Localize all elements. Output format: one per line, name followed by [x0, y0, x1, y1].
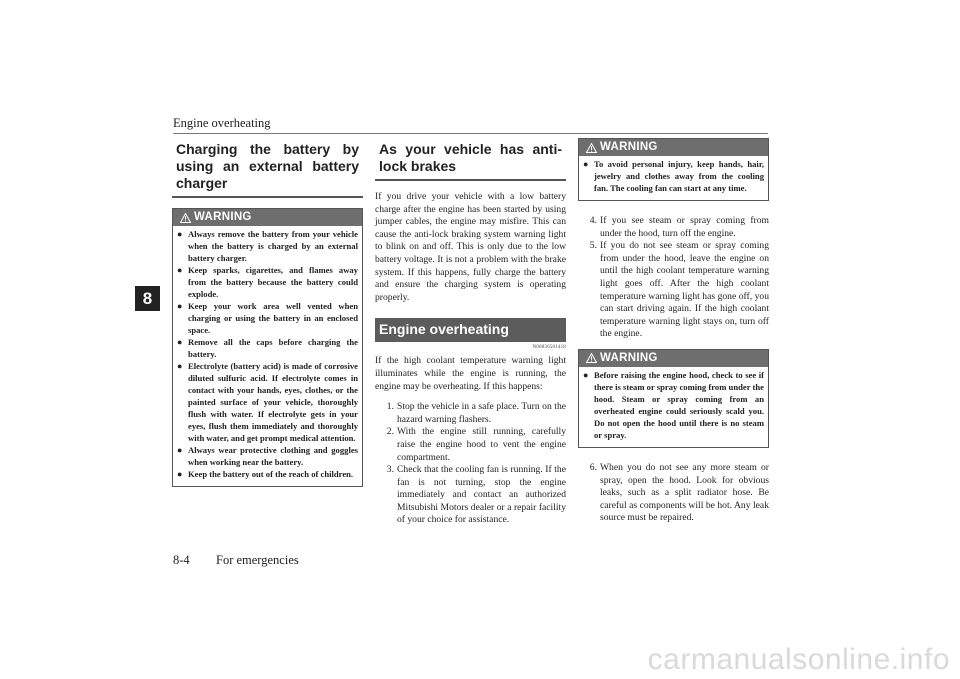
warning-item-text: Before raising the engine hood, check to see if there is steam or spray coming from under the hood. Steam or spray coming from an overheated engine could seriously scald you. Do not open the hood until there is no steam or spray. [594, 369, 764, 440]
column-3 [578, 138, 769, 525]
step-number: 6. [589, 461, 597, 473]
bullet-icon: ● [583, 159, 589, 169]
warning-item [177, 264, 358, 300]
section-heading-battery-charger: Charging the battery by using an external battery charger [172, 138, 363, 198]
step-number: 3. [386, 464, 394, 476]
warning-box-cooling-fan [578, 138, 769, 201]
step-number: 4. [589, 215, 597, 226]
step-text: When you do not see any more steam or spray, open the hood. Look for obvious leaks, such as a split radiator hose. Be careful as components will be hot. Any leak source must be repaired. [600, 461, 769, 524]
bullet-icon: ● [177, 361, 183, 371]
warning-item-text: To avoid personal injury, keep hands, hair, jewelry and clothes away from the cooling fan. The cooling fan can start at any time. [594, 159, 764, 193]
anti-lock-paragraph: If you drive your vehicle with a low battery charge after the engine has been started by using jumper cables, the engine may misfire. This can cause the anti-lock braking system warning light to blink on and off. This is only due to the low battery voltage. It is not a problem with the brake system. If this happens, fully charge the battery and ensure the charging system is operating properly. [375, 191, 566, 303]
warning-item [177, 300, 358, 336]
footer-section-title: For emergencies [216, 553, 299, 567]
warning-label: WARNING [600, 352, 658, 365]
warning-item [177, 468, 358, 480]
steps-list-1-3 [375, 401, 566, 527]
document-code: N00836501418 [532, 345, 566, 351]
step-text: Stop the vehicle in a safe place. Turn on the hazard warning flashers. [397, 401, 566, 425]
warning-box-battery [172, 208, 363, 487]
bullet-icon: ● [177, 445, 183, 455]
overheating-intro: If the high coolant temperature warning light illuminates while the engine is running, the engine may be overheating. If this happens: [375, 355, 566, 392]
chapter-tab: 8 [135, 286, 160, 311]
warning-header [579, 350, 768, 367]
warning-item-text: Keep the battery out of the reach of children. [188, 469, 354, 479]
step-text: If you see steam or spray coming from under the hood, turn off the engine. [600, 215, 769, 239]
warning-triangle-icon [586, 353, 597, 363]
bullet-icon: ● [177, 265, 183, 275]
step-item [578, 215, 769, 240]
warning-item-text: Keep sparks, cigarettes, and flames away from the battery because the battery could explode. [188, 265, 358, 299]
step-text: With the engine still running, carefully raise the engine hood to vent the engine compartment. [397, 426, 566, 463]
warning-item [583, 158, 764, 194]
warning-item [177, 360, 358, 444]
warning-header [579, 139, 768, 156]
warning-item-text: Remove all the caps before charging the battery. [188, 337, 358, 359]
bullet-icon: ● [177, 301, 183, 311]
step-item [375, 426, 566, 464]
section-heading-anti-lock: As your vehicle has anti-lock brakes [375, 138, 566, 181]
warning-item-text: Always wear protective clothing and goggles when working near the battery. [188, 445, 358, 467]
steps-list-6 [578, 462, 769, 525]
warning-label: WARNING [194, 211, 252, 224]
warning-item [583, 369, 764, 441]
step-text: If you do not see steam or spray coming from under the hood, leave the engine on until the high coolant temperature warning light goes off. After the high coolant temperature warning light has gone off, you can start driving again. If the high coolant temperature warning light stays on, turn off the engine. [600, 240, 769, 340]
running-head: Engine overheating [173, 116, 271, 130]
step-number: 1. [386, 401, 394, 413]
warning-label: WARNING [600, 141, 658, 154]
column-1 [172, 138, 363, 487]
step-item [375, 401, 566, 426]
step-item [375, 464, 566, 527]
step-number: 5. [589, 240, 597, 252]
bullet-icon: ● [177, 229, 183, 239]
warning-box-hood [578, 349, 769, 448]
step-number: 2. [386, 426, 394, 438]
page-number: 8-4 [173, 553, 190, 567]
warning-item-text: Keep your work area well vented when charging or using the battery in an enclosed space. [188, 301, 358, 335]
bullet-icon: ● [177, 337, 183, 347]
warning-list [579, 156, 768, 200]
warning-triangle-icon [180, 213, 191, 223]
warning-item [177, 444, 358, 468]
watermark: carmanualsonline.info [647, 643, 950, 676]
bullet-icon: ● [177, 469, 183, 479]
top-rule [173, 133, 768, 134]
step-text: Check that the cooling fan is running. If the fan is not turning, stop the engine immediately and contact an authorized Mitsubishi Motors dealer or a repair facility of your choice for assistance. [397, 464, 566, 526]
step-item [578, 240, 769, 341]
warning-header [173, 209, 362, 226]
warning-item [177, 228, 358, 264]
warning-item-text: Always remove the battery from your vehicle when the battery is charged by an external battery charger. [188, 229, 358, 263]
bullet-icon: ● [583, 369, 589, 380]
warning-list [579, 367, 768, 447]
warning-list [173, 226, 362, 486]
section-heading-engine-overheating: Engine overheating [375, 318, 566, 342]
steps-list-4-5 [578, 215, 769, 341]
step-item [578, 462, 769, 525]
warning-item-text: Electrolyte (battery acid) is made of corrosive diluted sulfuric acid. If electrolyte comes in contact with your hands, eyes, clothes, or the painted surface of your vehicle, thoroughly flush with water. If electrolyte gets in your eyes, flush them immediately and thoroughly with water, and get prompt medical attention. [188, 361, 358, 443]
warning-triangle-icon [586, 143, 597, 153]
warning-item [177, 336, 358, 360]
column-2 [375, 138, 566, 527]
